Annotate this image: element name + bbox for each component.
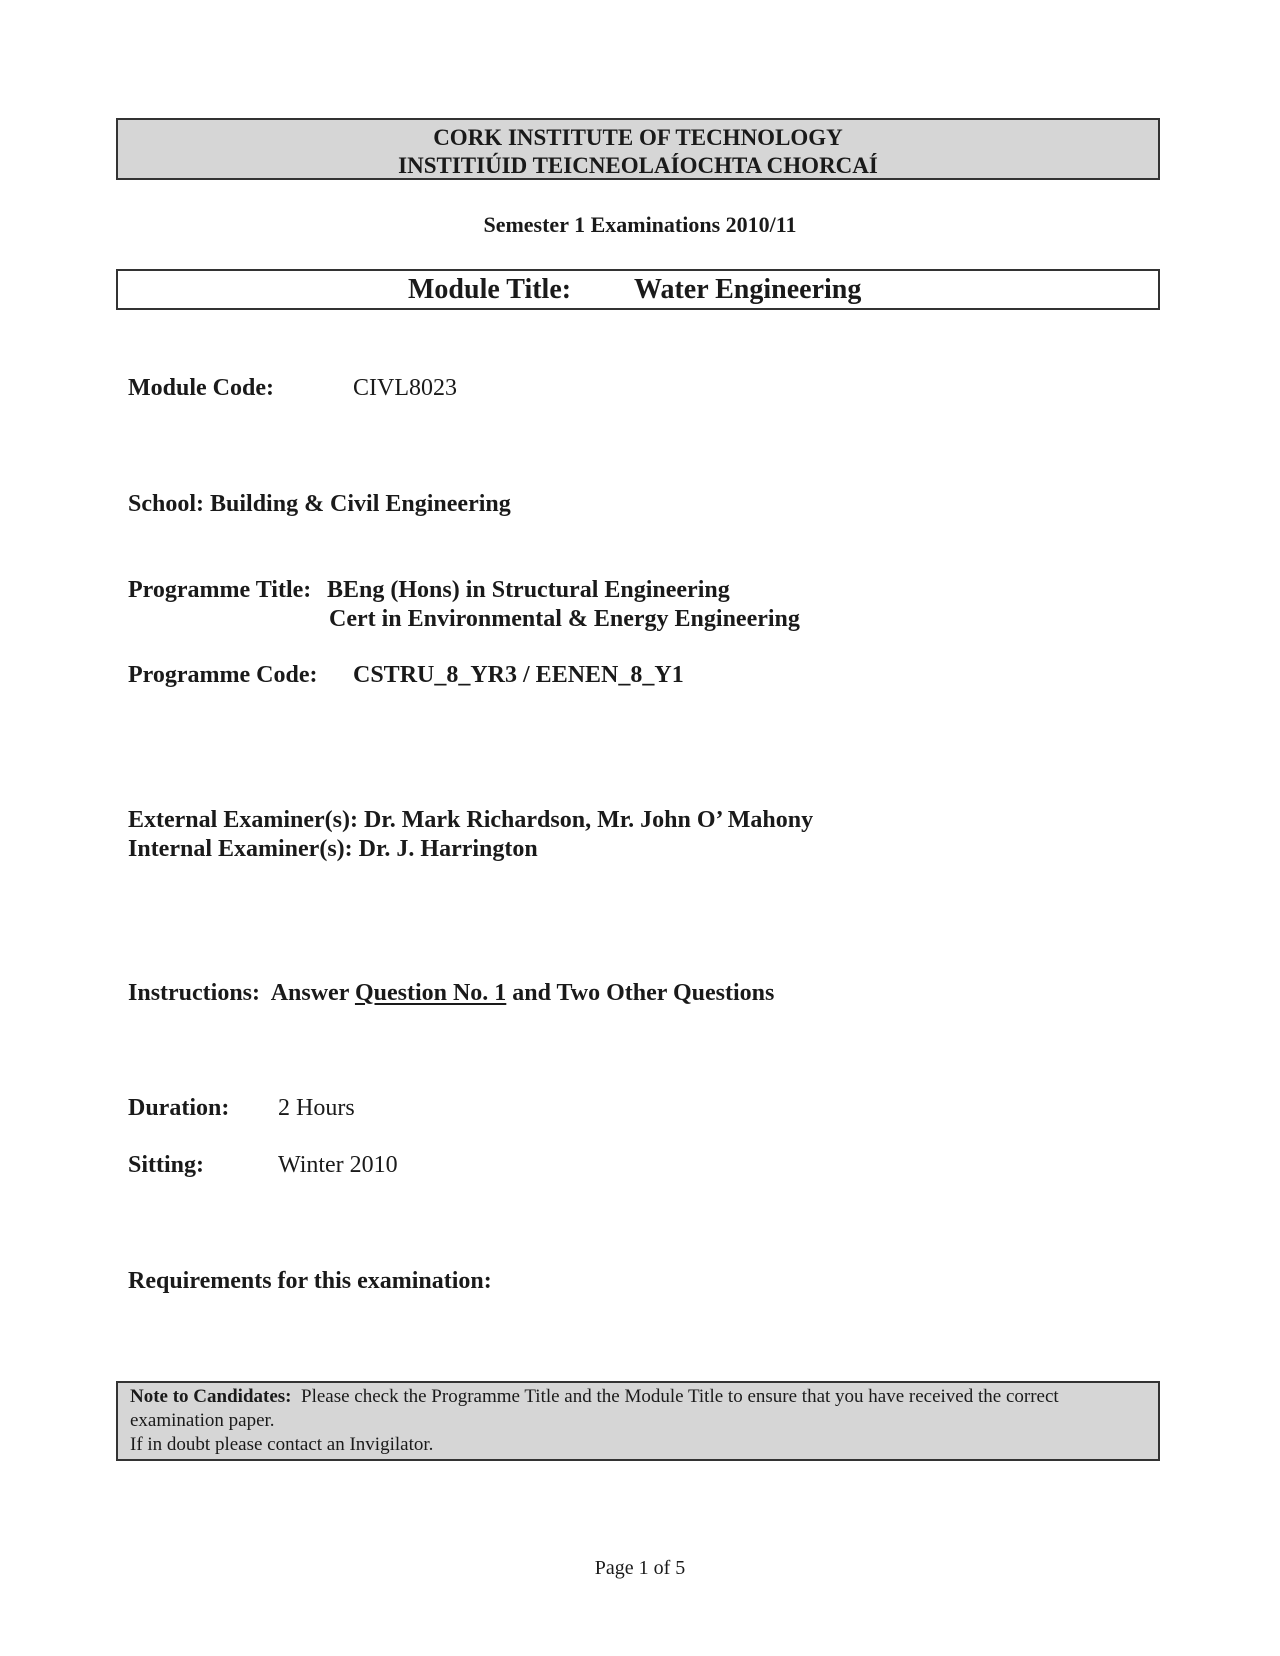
instructions-prefix: Answer xyxy=(270,980,349,1006)
module-title-box xyxy=(116,269,1160,310)
school: School: Building & Civil Engineering xyxy=(128,491,511,517)
note-invigilator-text: If in doubt please contact an Invigilator. xyxy=(130,1434,434,1455)
duration-label: Duration: xyxy=(128,1095,230,1121)
sitting-value: Winter 2010 xyxy=(278,1152,398,1178)
external-examiners: External Examiner(s): Dr. Mark Richardson, Mr. John O’ Mahony xyxy=(128,807,814,833)
programme-code-label: Programme Code: xyxy=(128,662,318,688)
note-to-candidates xyxy=(116,1381,1160,1461)
note-label: Note to Candidates: xyxy=(130,1386,292,1407)
internal-examiners: Internal Examiner(s): Dr. J. Harrington xyxy=(128,836,538,862)
institute-name-en: CORK INSTITUTE OF TECHNOLOGY xyxy=(433,125,843,150)
institute-name-ga: INSTITIÚID TEICNEOLAÍOCHTA CHORCAÍ xyxy=(398,153,878,178)
programme-title-line2: Cert in Environmental & Energy Engineering xyxy=(329,606,800,632)
instructions-label: Instructions: xyxy=(128,980,261,1006)
programme-title-line1: BEng (Hons) in Structural Engineering xyxy=(327,577,730,603)
semester-heading: Semester 1 Examinations 2010/11 xyxy=(483,212,797,237)
duration-value: 2 Hours xyxy=(278,1095,355,1121)
programme-title-label: Programme Title: xyxy=(128,577,312,603)
module-code-value: CIVL8023 xyxy=(353,375,457,401)
institute-header xyxy=(116,118,1160,180)
requirements-heading: Requirements for this examination: xyxy=(128,1268,492,1294)
instructions-suffix: and Two Other Questions xyxy=(512,980,775,1006)
module-code-label: Module Code: xyxy=(128,375,274,401)
module-title-label: Module Title: xyxy=(408,274,572,305)
sitting-label: Sitting: xyxy=(128,1152,205,1178)
page-number: Page 1 of 5 xyxy=(594,1557,686,1579)
note-text: Please check the Programme Title and the Module Title to ensure that you have received the correct examination paper. xyxy=(130,1386,1059,1431)
module-title-value: Water Engineering xyxy=(634,274,862,305)
instructions-question-ref: Question No. 1 xyxy=(354,980,507,1006)
instructions xyxy=(128,979,774,1007)
programme-code-value: CSTRU_8_YR3 / EENEN_8_Y1 xyxy=(353,662,684,688)
note-paragraph xyxy=(130,1385,1146,1433)
